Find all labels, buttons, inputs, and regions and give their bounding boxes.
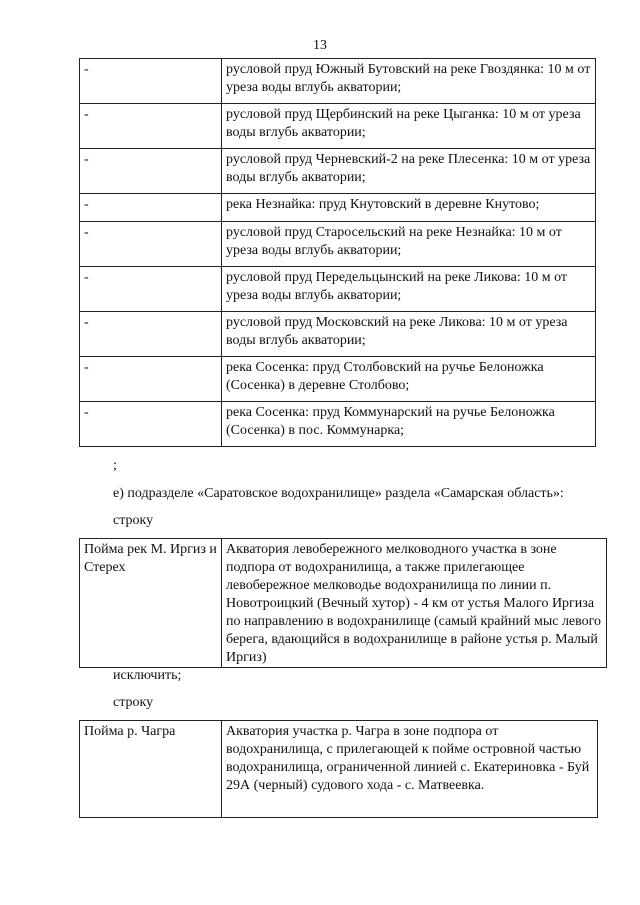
table-row: [80, 222, 596, 267]
area-description: Акватория участка р. Чагра в зоне подпора от водохранилища, с прилегающей к пойме островной частью водохранилища, ограниченной линией с. Екатериновка - Буй 29А (черный) судового хода - с. Матвеевка.: [222, 721, 598, 818]
row-marker: -: [80, 149, 222, 194]
table-row: [80, 194, 596, 222]
row-marker: -: [80, 104, 222, 149]
table-row: [80, 312, 596, 357]
chagra-table: [79, 720, 598, 818]
row-marker: -: [80, 59, 222, 104]
row-text: река Сосенка: пруд Коммунарский на ручье Белоножка (Сосенка) в пос. Коммунарка;: [222, 402, 596, 447]
section-e-paragraph: е) подразделе «Саратовское водохранилище» раздела «Самарская область»:: [113, 486, 564, 501]
row-marker: -: [80, 402, 222, 447]
row-marker: -: [80, 357, 222, 402]
area-description: Акватория левобережного мелководного участка в зоне подпора от водохранилища, а также прилегающее левобережное мелководье водохранилища по линии п. Новотроицкий (Вечный хутор) - 4 км от устья Малого Иргиза по направлению в водохранилище (самый крайний мыс левого берега, вдающийся в водохранилище в районе устья р. Малый Иргиз): [222, 539, 607, 668]
row-marker: -: [80, 222, 222, 267]
row-text: русловой пруд Черневский-2 на реке Плесенка: 10 м от уреза воды вглубь акватории;: [222, 149, 596, 194]
row-text: русловой пруд Передельцынский на реке Ликова: 10 м от уреза воды вглубь акватории;: [222, 267, 596, 312]
area-name: Пойма р. Чагра: [80, 721, 222, 818]
row-marker: -: [80, 312, 222, 357]
row-text: русловой пруд Щербинский на реке Цыганка: 10 м от уреза воды вглубь акватории;: [222, 104, 596, 149]
table-row: [80, 59, 596, 104]
row-text: река Сосенка: пруд Столбовский на ручье Белоножка (Сосенка) в деревне Столбово;: [222, 357, 596, 402]
table-row: [80, 267, 596, 312]
row-marker: -: [80, 267, 222, 312]
page-number: 13: [313, 38, 327, 53]
table-row: [80, 104, 596, 149]
row-marker: -: [80, 194, 222, 222]
row-text: русловой пруд Старосельский на реке Незнайка: 10 м от уреза воды вглубь акватории;: [222, 222, 596, 267]
semicolon: ;: [113, 458, 117, 473]
stroku-label-1: строку: [113, 513, 154, 528]
table-row: [80, 721, 598, 818]
row-text: русловой пруд Московский на реке Ликова: 10 м от уреза воды вглубь акватории;: [222, 312, 596, 357]
table-row: [80, 357, 596, 402]
table-row: [80, 402, 596, 447]
table-row: [80, 539, 607, 668]
table-row: [80, 149, 596, 194]
water-bodies-table: [79, 58, 596, 447]
irgiz-table: [79, 538, 607, 668]
stroku-label-2: строку: [113, 695, 154, 710]
area-name: Пойма рек М. Иргиз и Стерех: [80, 539, 222, 668]
row-text: река Незнайка: пруд Кнутовский в деревне Кнутово;: [222, 194, 596, 222]
row-text: русловой пруд Южный Бутовский на реке Гвоздянка: 10 м от уреза воды вглубь акватории;: [222, 59, 596, 104]
exclude-label: исключить;: [113, 668, 182, 683]
